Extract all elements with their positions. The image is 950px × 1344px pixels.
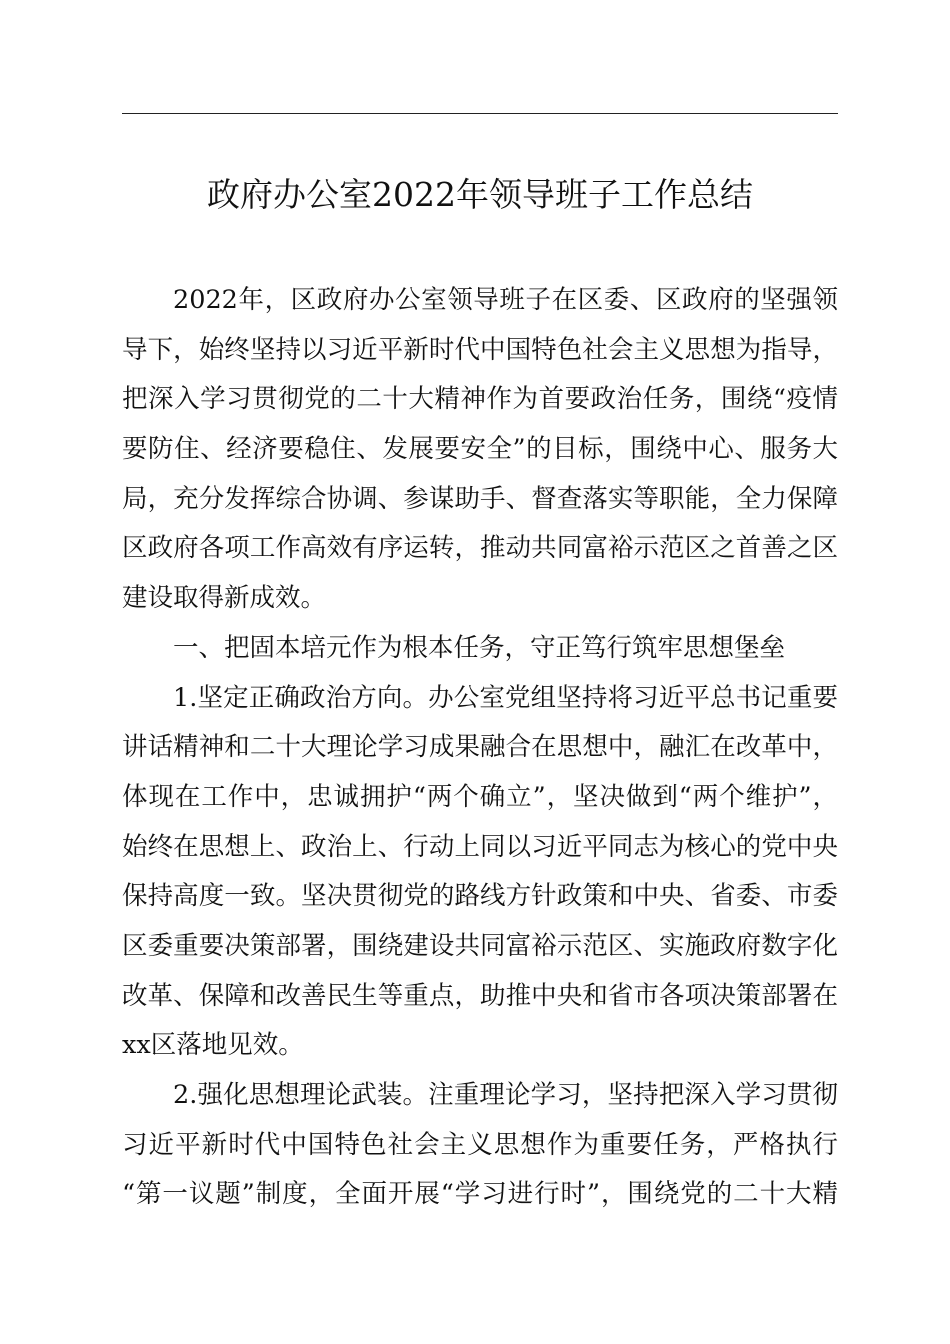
paragraph-line: 始终在思想上、政治上、行动上同以习近平同志为核心的党中央 [122, 831, 838, 862]
paragraph-line: 保持高度一致。坚决贯彻党的路线方针政策和中央、省委、市委 [122, 881, 838, 912]
section-heading: 一、把固本培元作为根本任务，守正笃行筑牢思想堡垒 [173, 632, 786, 663]
paragraph-line: 区政府各项工作高效有序运转，推动共同富裕示范区之首善之区 [122, 533, 838, 564]
paragraph-line: 局，充分发挥综合协调、参谋助手、督查落实等职能，全力保障 [122, 483, 838, 514]
document-body [122, 276, 838, 1220]
paragraph-line: “第一议题”制度，全面开展“学习进行时”，围绕党的二十大精 [122, 1179, 838, 1210]
paragraph-line: xx区落地见效。 [122, 1030, 304, 1061]
paragraph-line: 区委重要决策部署，围绕建设共同富裕示范区、实施政府数字化 [122, 930, 838, 961]
paragraph-line: 习近平新时代中国特色社会主义思想作为重要任务，严格执行 [122, 1129, 838, 1160]
header-rule [122, 113, 838, 114]
document-title: 政府办公室2022年领导班子工作总结 [207, 175, 753, 214]
paragraph-line: 2.强化思想理论武装。注重理论学习，坚持把深入学习贯彻 [173, 1080, 838, 1110]
paragraph-line: 把深入学习贯彻党的二十大精神作为首要政治任务，围绕“疫情 [122, 384, 838, 415]
paragraph-line: 2022年，区政府办公室领导班子在区委、区政府的坚强领 [173, 285, 838, 315]
paragraph-line: 建设取得新成效。 [122, 583, 327, 614]
paragraph-line: 改革、保障和改善民生等重点，助推中央和省市各项决策部署在 [122, 980, 838, 1011]
paragraph-line: 讲话精神和二十大理论学习成果融合在思想中，融汇在改革中， [122, 732, 838, 763]
paragraph-line: 要防住、经济要稳住、发展要安全”的目标，围绕中心、服务大 [122, 434, 838, 465]
paragraph-line: 导下，始终坚持以习近平新时代中国特色社会主义思想为指导， [122, 334, 838, 365]
paragraph-line: 体现在工作中，忠诚拥护“两个确立”，坚决做到“两个维护”， [122, 781, 838, 812]
paragraph-line: 1.坚定正确政治方向。办公室党组坚持将习近平总书记重要 [173, 682, 838, 713]
